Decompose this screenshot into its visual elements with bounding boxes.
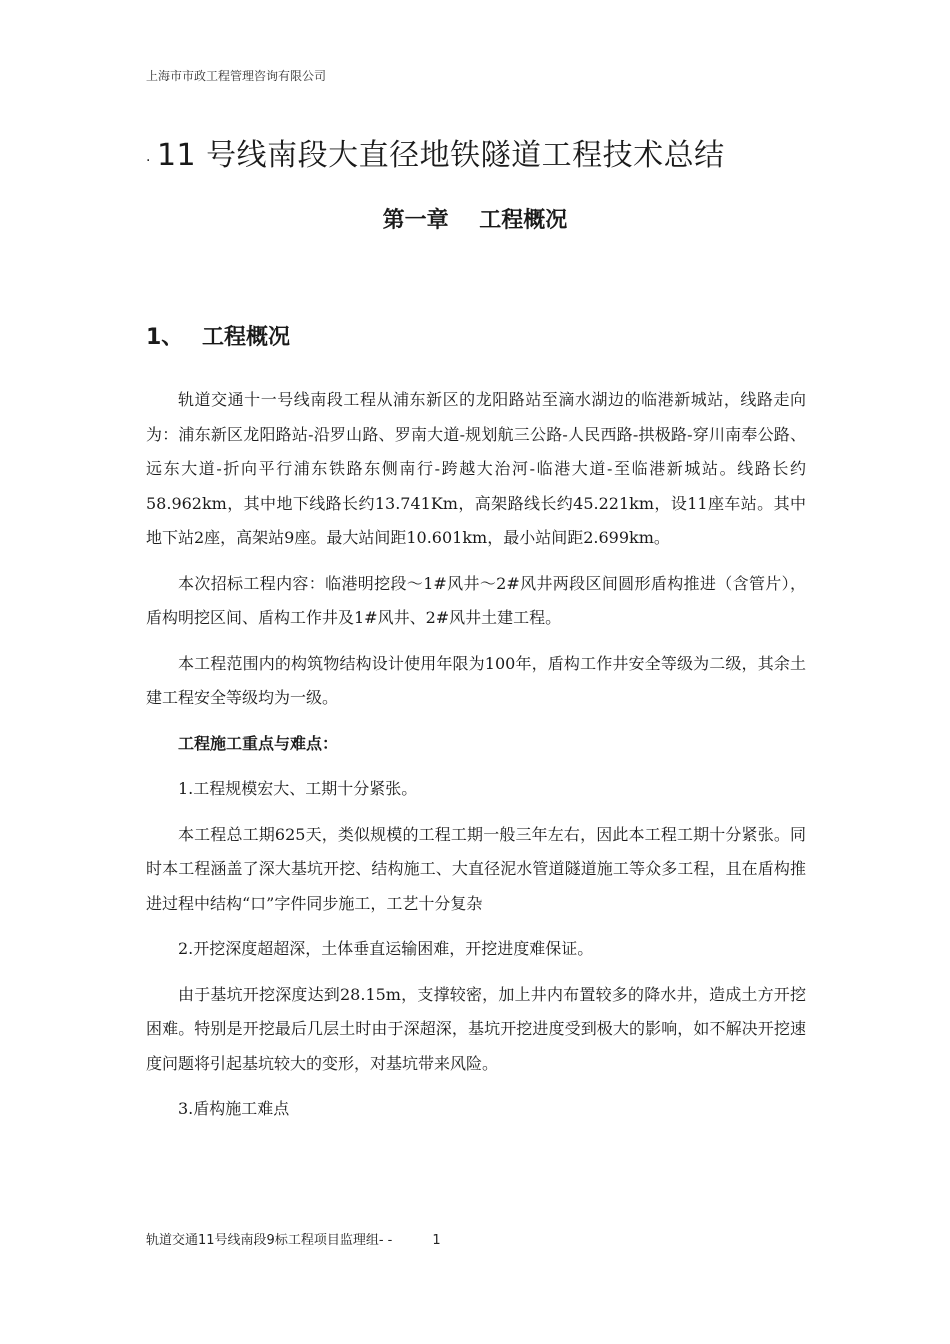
section-label: 工程概况 [202,325,291,350]
paragraph-schedule: 本工程总工期625天，类似规模的工程工期一般三年左右，因此本工程工期十分紧张。同时本工程涵盖了深大基坑开挖、结构施工、大直径泥水管道隧道施工等众多工程，且在盾构推进过程中结构“口”字件同步施工，工艺十分复杂 [146,824,806,913]
footer-text: 轨道交通11号线南段9标工程项目监理组- - [146,1233,393,1248]
document-title [146,130,846,174]
title-text: 11 号线南段大直径地铁隧道工程技术总结 [156,138,725,173]
page-footer [146,1229,441,1248]
document-body [146,383,806,1138]
section-number: 1、 [146,325,184,350]
paragraph-bid-scope: 本次招标工程内容：临港明挖段～1#风井～2#风井两段区间圆形盾构推进（含管片），盾构明挖区间、盾构工作井及1#风井、2#风井土建工程。 [146,573,806,627]
chapter-title: 第一章 工程概况 [382,208,568,233]
paragraph-excavation: 由于基坑开挖深度达到28.15m，支撑较密，加上井内布置较多的降水井，造成土方开挖困难。特别是开挖最后几层土时由于深超深，基坑开挖进度受到极大的影响，如不解决开挖速度问题将引起基坑较大的变形，对基坑带来风险。 [146,984,806,1073]
list-item-3: 3.盾构施工难点 [178,1099,290,1118]
list-item-1: 1.工程规模宏大、工期十分紧张。 [178,779,418,798]
title-dot: . [146,148,151,165]
paragraph-overview: 轨道交通十一号线南段工程从浦东新区的龙阳路站至滴水湖边的临港新城站，线路走向为：浦东新区龙阳路站-沿罗山路、罗南大道-规划航三公路-人民西路-拱极路-穿川南奉公路、远东大道-折向平行浦东铁路东侧南行-跨越大治河-临港大道-至临港新城站。线路长约58.962km，其中地下线路长约13.741Km，高架路线长约45.221km，设11座车站。其中地下站2座，高架站9座。最大站间距10.601km，最小站间距2.699km。 [146,390,806,547]
page-number: 1 [432,1233,441,1248]
paragraph-design-life: 本工程范围内的构筑物结构设计使用年限为100年，盾构工作井安全等级为二级，其余土建工程安全等级均为一级。 [146,653,806,707]
page-header: 上海市市政工程管理咨询有限公司 [146,69,327,83]
list-item-2: 2.开挖深度超超深，土体垂直运输困难，开挖进度难保证。 [178,939,594,958]
section-heading [146,320,290,351]
subheading-key-points: 工程施工重点与难点： [178,733,339,753]
